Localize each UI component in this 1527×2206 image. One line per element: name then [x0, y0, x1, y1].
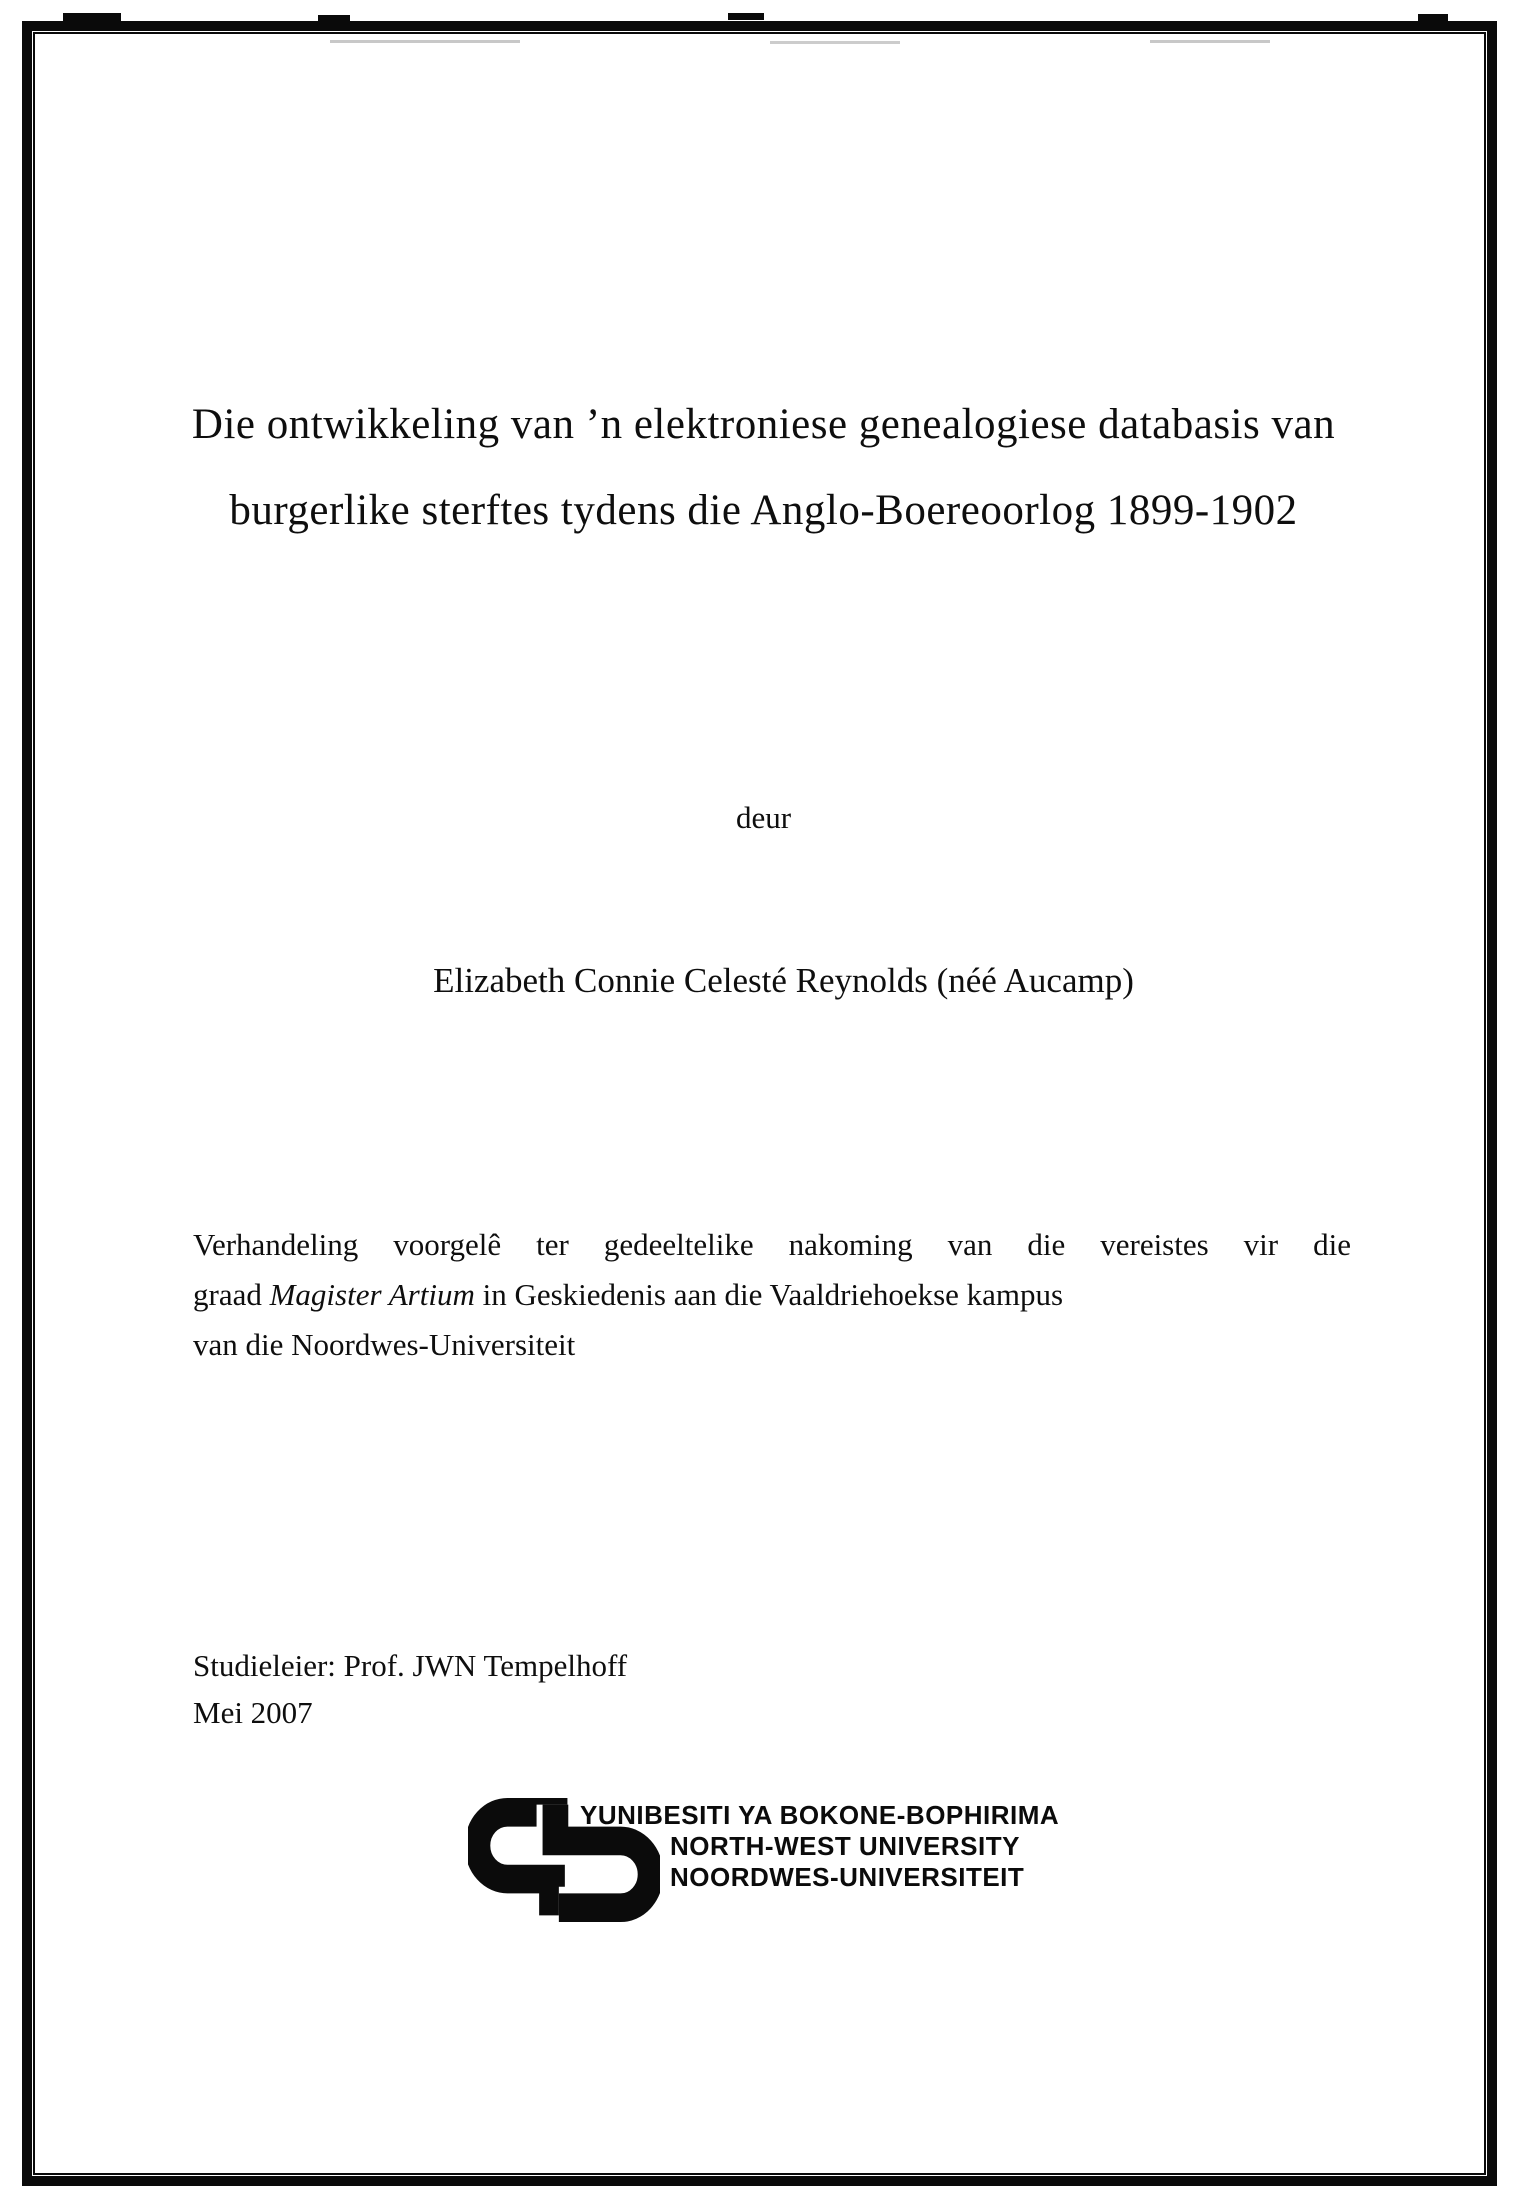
thesis-statement: [193, 1220, 1351, 1370]
scan-artifact: [63, 13, 121, 21]
supervisor-block: [193, 1642, 627, 1736]
scan-artifact: [728, 13, 764, 20]
date-line: Mei 2007: [193, 1695, 313, 1730]
thesis-statement-line2-pre: graad: [193, 1277, 270, 1312]
thesis-statement-line2-post: in Geskiedenis aan die Vaaldriehoekse kampus: [474, 1277, 1064, 1312]
author-name: Elizabeth Connie Celesté Reynolds (néé Aucamp): [433, 961, 1134, 1000]
scan-artifact: [770, 41, 900, 44]
scan-artifact: [318, 15, 350, 21]
logo-line-english: NORTH-WEST UNIVERSITY: [670, 1831, 1020, 1861]
university-logo: [468, 1797, 1128, 1937]
logo-line-afrikaans: NOORDWES-UNIVERSITEIT: [670, 1862, 1025, 1892]
scan-artifact: [1418, 14, 1448, 21]
university-logo-text: [580, 1800, 1059, 1893]
thesis-title-line1: Die ontwikkeling van ’n elektroniese genealogiese databasis van: [191, 401, 1336, 448]
byline-label: deur: [735, 800, 792, 835]
thesis-title-line2: burgerlike sterftes tydens die Anglo-Boereoorlog 1899-1902: [229, 487, 1298, 534]
degree-name: Magister Artium: [269, 1277, 475, 1312]
thesis-statement-line3: van die Noordwes-Universiteit: [193, 1327, 576, 1362]
scan-artifact: [330, 40, 520, 43]
supervisor-line: Studieleier: Prof. JWN Tempelhoff: [193, 1648, 628, 1683]
thesis-statement-line1: Verhandeling voorgelê ter gedeeltelike nakoming van die vereistes vir die: [193, 1227, 1351, 1262]
logo-line-setswana: YUNIBESITI YA BOKONE-BOPHIRIMA: [580, 1800, 1060, 1830]
thesis-statement-line2: [193, 1270, 1351, 1320]
thesis-title: [70, 382, 1457, 554]
scan-artifact: [1150, 40, 1270, 43]
